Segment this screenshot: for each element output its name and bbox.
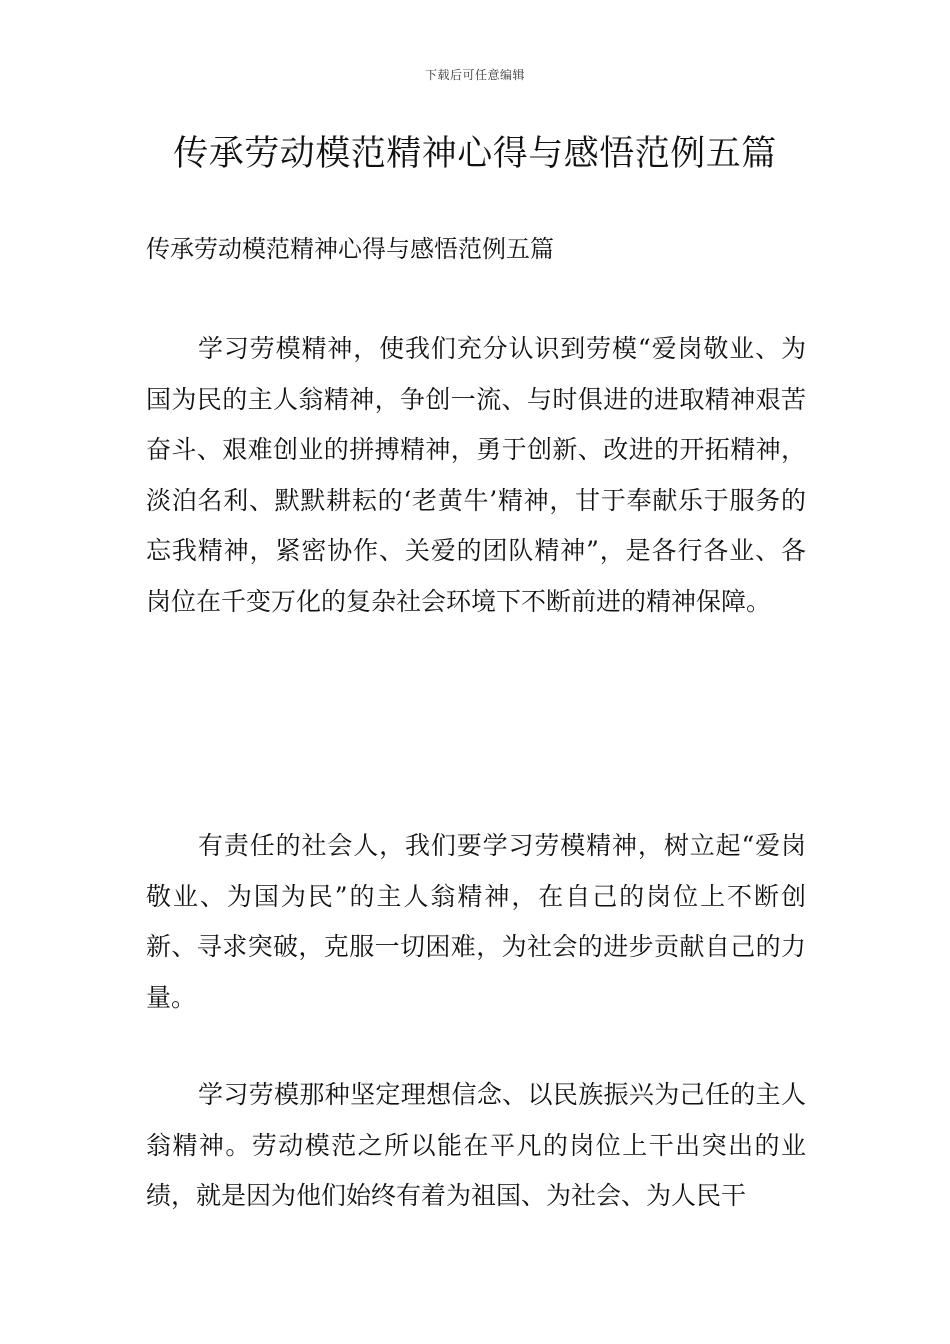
document-title: 传承劳动模范精神心得与感悟范例五篇: [173, 134, 777, 174]
header-note: 下载后可任意编辑: [424, 68, 525, 82]
paragraph-1: 学习劳模精神，使我们充分认识到劳模“爱岗敬业、为国为民的主人翁精神，争创一流、与时俱进的进取精神艰苦奋斗、艰难创业的拼搏精神，勇于创新、改进的开拓精神，淡泊名利、默默耕耘的‘老黄牛’精神，甘于奉献乐于服务的忘我精神，紧密协作、关爱的团队精神”，是各行各业、各岗位在千变万化的复杂社会环境下不断前进的精神保障。: [146, 334, 806, 616]
paragraph-3: 学习劳模那种坚定理想信念、以民族振兴为己任的主人翁精神。劳动模范之所以能在平凡的岗位上干出突出的业绩，就是因为他们始终有着为祖国、为社会、为人民干: [146, 1080, 806, 1210]
document-subtitle: 传承劳动模范精神心得与感悟范例五篇: [146, 235, 554, 263]
paragraph-2: 有责任的社会人，我们要学习劳模精神，树立起“爱岗敬业、为国为民”的主人翁精神，在自己的岗位上不断创新、寻求突破，克服一切困难，为社会的进步贡献自己的力量。: [146, 831, 806, 1012]
